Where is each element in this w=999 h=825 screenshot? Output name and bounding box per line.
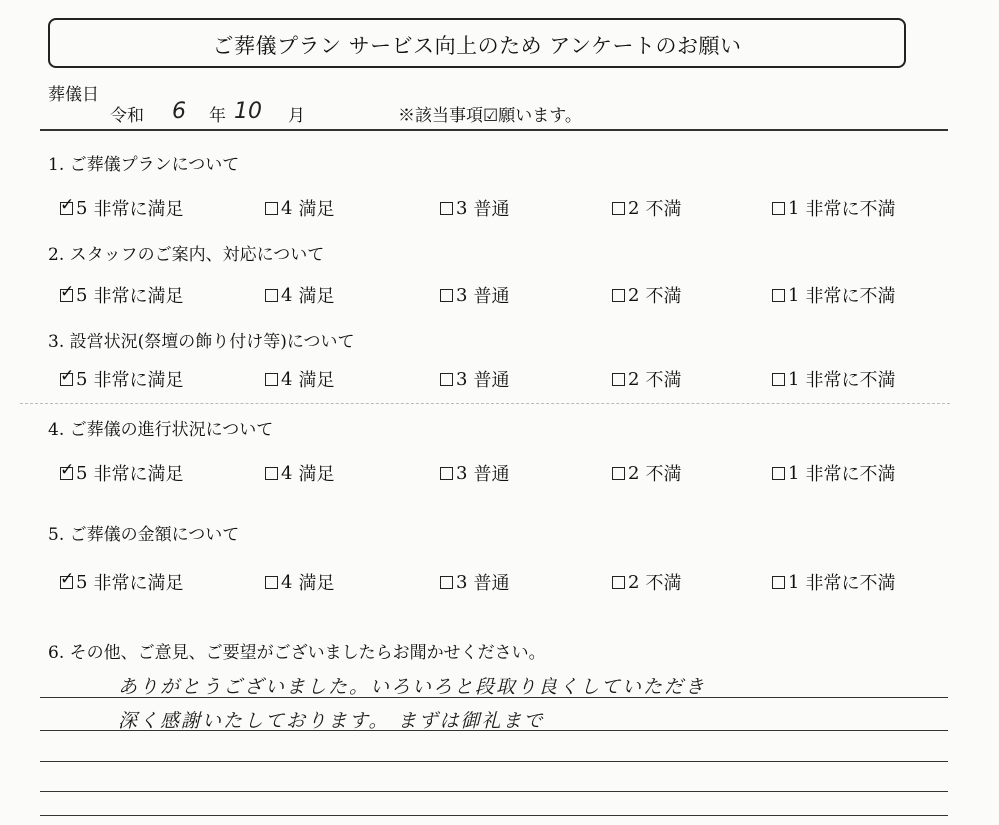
option-number: 4 (281, 462, 293, 484)
option-number: 5 (76, 197, 88, 219)
option-number: 2 (628, 197, 640, 219)
option-2[interactable] (612, 569, 681, 595)
question-2-options (60, 282, 940, 310)
option-2[interactable] (612, 460, 681, 486)
option-number: 1 (788, 197, 800, 219)
checkbox[interactable] (440, 467, 453, 480)
year-label: 年 (209, 106, 226, 126)
option-number: 4 (281, 197, 293, 219)
option-4[interactable] (265, 460, 334, 486)
checkbox[interactable] (265, 202, 278, 215)
ruled-line-2 (40, 730, 948, 731)
comment-line-2[interactable]: 深く感謝いたしております。 まずは御礼まで (118, 710, 545, 732)
checkbox[interactable] (60, 365, 75, 386)
option-label: 満足 (298, 573, 335, 594)
check-mark-icon: ✓ (60, 568, 75, 589)
option-label: 不満 (645, 370, 682, 391)
checkbox[interactable] (772, 202, 785, 215)
option-number: 5 (76, 571, 88, 593)
option-label: 普通 (473, 370, 510, 391)
option-label: 普通 (473, 199, 510, 220)
header-divider (40, 129, 948, 131)
option-number: 3 (456, 197, 468, 219)
option-label: 非常に不満 (805, 370, 896, 391)
option-number: 1 (788, 571, 800, 593)
checkbox[interactable] (60, 281, 75, 302)
month-label: 月 (288, 106, 305, 126)
option-4[interactable] (265, 195, 334, 221)
question-5-options (60, 569, 940, 597)
option-3[interactable] (440, 366, 509, 392)
option-label: 非常に不満 (805, 286, 896, 307)
option-number: 3 (456, 462, 468, 484)
option-4[interactable] (265, 366, 334, 392)
option-5[interactable] (60, 195, 183, 221)
option-label: 非常に不満 (805, 464, 896, 485)
ruled-line-5 (40, 815, 948, 816)
option-label: 普通 (473, 573, 510, 594)
checkbox[interactable] (612, 202, 625, 215)
option-label: 普通 (473, 464, 510, 485)
option-number: 2 (628, 462, 640, 484)
check-mark-icon: ✓ (60, 194, 75, 215)
option-label: 普通 (473, 286, 510, 307)
checkbox[interactable] (440, 202, 453, 215)
option-number: 3 (456, 284, 468, 306)
option-1[interactable] (772, 282, 895, 308)
question-3-options (60, 366, 940, 394)
ruled-line-1 (40, 697, 948, 698)
option-1[interactable] (772, 569, 895, 595)
option-number: 5 (76, 284, 88, 306)
checkbox[interactable] (440, 373, 453, 386)
option-label: 不満 (645, 199, 682, 220)
comments-question: 6. その他、ご意見、ご要望がございましたらお聞かせください。 (48, 643, 546, 663)
option-label: 満足 (298, 286, 335, 307)
option-number: 1 (788, 284, 800, 306)
option-4[interactable] (265, 282, 334, 308)
faint-divider (20, 403, 950, 404)
option-2[interactable] (612, 195, 681, 221)
option-number: 5 (76, 462, 88, 484)
option-number: 4 (281, 571, 293, 593)
option-3[interactable] (440, 460, 509, 486)
checkbox[interactable] (60, 194, 75, 215)
option-number: 1 (788, 462, 800, 484)
question-1-title: 1. ご葬儀プランについて (48, 155, 240, 175)
era-label: 令和 (110, 106, 144, 126)
option-label: 満足 (298, 199, 335, 220)
checkbox[interactable] (772, 289, 785, 302)
option-number: 2 (628, 284, 640, 306)
option-1[interactable] (772, 366, 895, 392)
option-1[interactable] (772, 460, 895, 486)
question-2-title: 2. スタッフのご案内、対応について (48, 245, 325, 265)
option-label: 不満 (645, 286, 682, 307)
checkbox[interactable] (60, 459, 75, 480)
checkbox[interactable] (772, 467, 785, 480)
option-label: 非常に満足 (93, 370, 184, 391)
instruction-note: ※該当事項☑願います。 (398, 106, 582, 126)
option-1[interactable] (772, 195, 895, 221)
checkbox[interactable] (440, 576, 453, 589)
check-mark-icon: ✓ (60, 281, 75, 302)
question-1-options (60, 195, 940, 223)
check-mark-icon: ✓ (60, 459, 75, 480)
title-box (48, 18, 906, 68)
funeral-date-row (110, 101, 670, 127)
option-number: 3 (456, 571, 468, 593)
option-label: 非常に満足 (93, 199, 184, 220)
checkbox[interactable] (772, 576, 785, 589)
option-number: 5 (76, 368, 88, 390)
month-value[interactable]: 10 (234, 99, 262, 124)
option-2[interactable] (612, 282, 681, 308)
checkbox[interactable] (265, 467, 278, 480)
option-number: 2 (628, 368, 640, 390)
checkbox[interactable] (612, 289, 625, 302)
checkbox[interactable] (60, 568, 75, 589)
comment-line-1[interactable]: ありがとうございました。いろいろと段取り良くしていただき (118, 676, 707, 698)
checkbox[interactable] (612, 576, 625, 589)
option-4[interactable] (265, 569, 334, 595)
checkbox[interactable] (612, 373, 625, 386)
ruled-line-3 (40, 761, 948, 762)
option-label: 不満 (645, 573, 682, 594)
option-5[interactable] (60, 366, 183, 392)
checkbox[interactable] (265, 576, 278, 589)
option-label: 非常に不満 (805, 199, 896, 220)
option-label: 非常に不満 (805, 573, 896, 594)
question-5-title: 5. ご葬儀の金額について (48, 525, 240, 545)
question-4-title: 4. ご葬儀の進行状況について (48, 420, 274, 440)
question-3-title: 3. 設営状況(祭壇の飾り付け等)について (48, 332, 355, 352)
option-label: 満足 (298, 464, 335, 485)
option-number: 1 (788, 368, 800, 390)
checkbox[interactable] (612, 467, 625, 480)
option-label: 満足 (298, 370, 335, 391)
option-number: 2 (628, 571, 640, 593)
option-label: 不満 (645, 464, 682, 485)
option-number: 4 (281, 368, 293, 390)
option-label: 非常に満足 (93, 573, 184, 594)
form-title: ご葬儀プラン サービス向上のため アンケートのお願い (212, 34, 742, 58)
checkbox[interactable] (440, 289, 453, 302)
funeral-date-label: 葬儀日 (48, 85, 99, 105)
checkbox[interactable] (265, 373, 278, 386)
option-2[interactable] (612, 366, 681, 392)
checkbox[interactable] (772, 373, 785, 386)
option-3[interactable] (440, 569, 509, 595)
option-3[interactable] (440, 195, 509, 221)
option-5[interactable] (60, 282, 183, 308)
option-label: 非常に満足 (93, 464, 184, 485)
option-5[interactable] (60, 569, 183, 595)
year-value[interactable]: 6 (172, 99, 186, 124)
ruled-line-4 (40, 791, 948, 792)
question-4-options (60, 460, 940, 488)
check-mark-icon: ✓ (60, 365, 75, 386)
checkbox[interactable] (265, 289, 278, 302)
option-3[interactable] (440, 282, 509, 308)
option-number: 3 (456, 368, 468, 390)
option-label: 非常に満足 (93, 286, 184, 307)
option-number: 4 (281, 284, 293, 306)
option-5[interactable] (60, 460, 183, 486)
